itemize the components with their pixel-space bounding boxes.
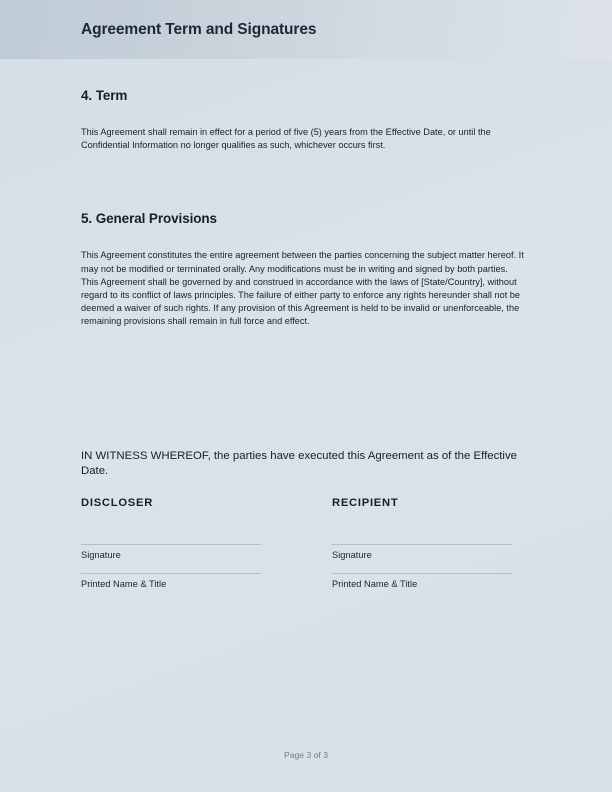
section-paragraph-general-provisions: This Agreement constitutes the entire agreement between the parties concerning the subject matter hereof. It may not be modified or terminated orally. Any modifications must be in writing and signed by both parties. This Agreement shall be governed by and construed in accordance with the laws of [State/Country], without regard to its conflict of laws principles. The failure of either party to enforce any rights hereunder shall not be deemed a waiver of such rights. If any provision of this Agreement is held to be invalid or unenforceable, the remaining provisions shall remain in full force and effect. xyxy=(81,250,524,327)
document-content xyxy=(81,59,531,329)
printed-name-caption-recipient: Printed Name & Title xyxy=(332,579,418,589)
section-heading-term: 4. Term xyxy=(81,88,128,103)
signature-block xyxy=(81,497,531,589)
signature-caption-discloser: Signature xyxy=(81,550,121,560)
printed-name-caption-discloser: Printed Name & Title xyxy=(81,579,167,589)
page-header-band xyxy=(0,0,612,59)
footer-page-number: Page 3 of 3 xyxy=(284,750,328,760)
signature-role-discloser: DISCLOSER xyxy=(81,497,154,509)
signature-column-discloser xyxy=(81,497,261,589)
witness-statement: IN WITNESS WHEREOF, the parties have executed this Agreement as of the Effective Date. xyxy=(81,450,517,477)
page-title: Agreement Term and Signatures xyxy=(81,20,317,38)
page-footer xyxy=(0,750,612,760)
signature-column-recipient xyxy=(332,497,512,589)
signature-role-recipient: RECIPIENT xyxy=(332,497,399,509)
section-paragraph-term: This Agreement shall remain in effect for a period of five (5) years from the Effective Date, or until the Confidential Information no longer qualifies as such, whichever occurs first. xyxy=(81,127,491,151)
signature-caption-recipient: Signature xyxy=(332,550,372,560)
section-heading-general-provisions: 5. General Provisions xyxy=(81,211,217,227)
